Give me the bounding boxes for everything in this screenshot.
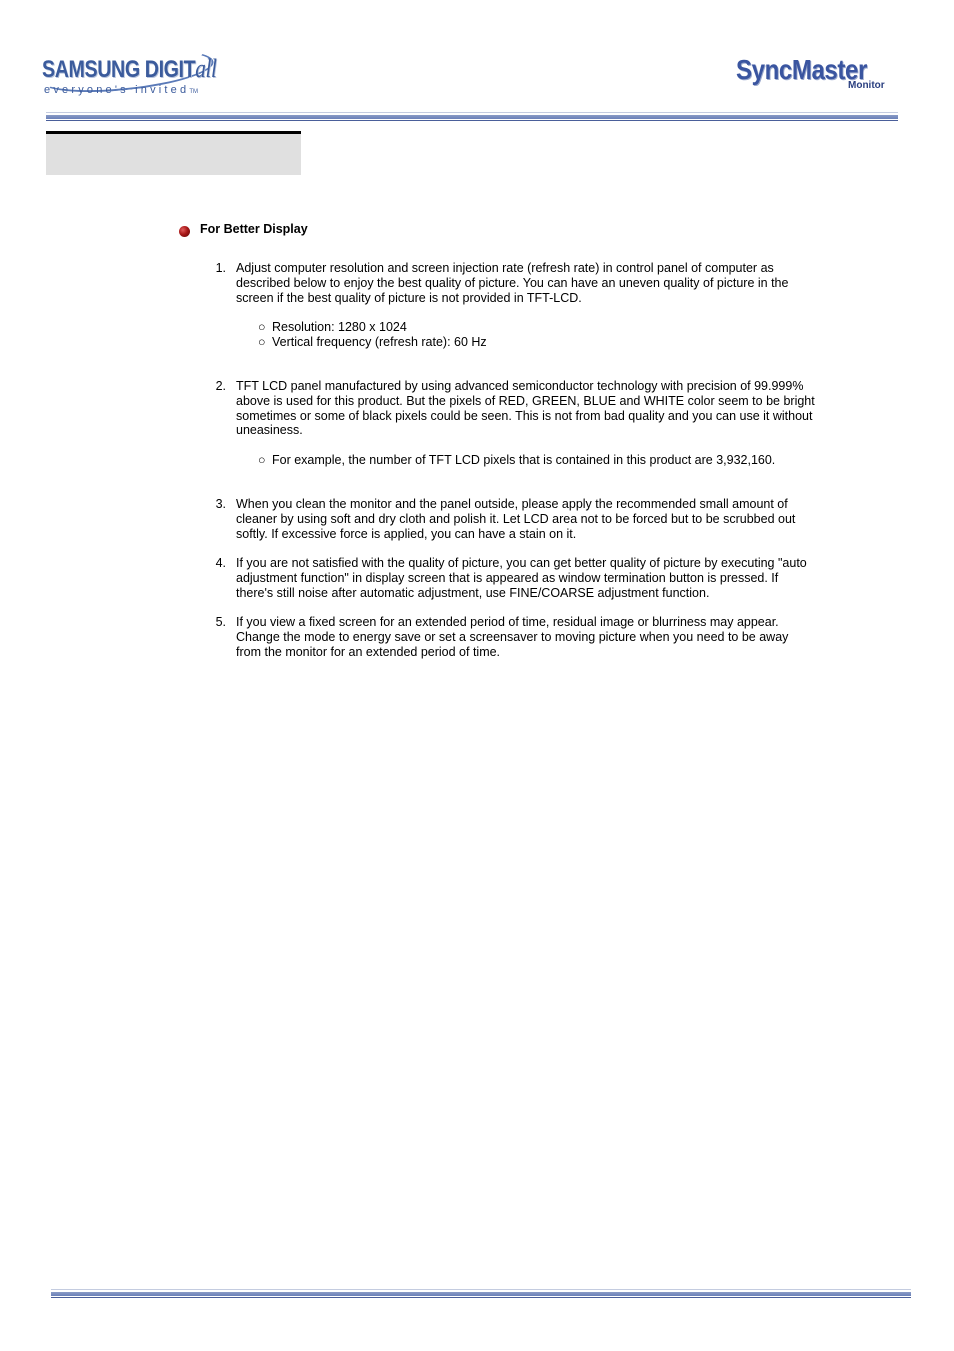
samsung-digitall-logo [42, 50, 222, 100]
list-item-number: 1. [215, 261, 226, 275]
list-item-text: If you are not satisfied with the quality of picture, you can get better quality of picture by executing "auto adjustment function" in display screen that is appeared as window termination button is pressed. If there's still noise after automatic adjustment, use FINE/COARSE adjustment function. [236, 556, 807, 600]
list-item-number: 4. [215, 556, 226, 570]
syncmaster-logo [736, 54, 896, 94]
sub-list-item [258, 453, 775, 468]
footer-divider [51, 1289, 911, 1299]
hollow-circle-bullet-icon: ○ [258, 335, 266, 349]
list-item-text: When you clean the monitor and the panel outside, please apply the recommended small amount of cleaner by using soft and dry cloth and polish it. Let LCD area not to be forced but to be scrubbed out softly. If excessive force is applied, you can have a stain on it. [236, 497, 796, 541]
sub-list-item [258, 320, 407, 335]
header-divider [46, 112, 898, 122]
sub-list-item-text: Vertical frequency (refresh rate): 60 Hz [272, 335, 487, 349]
sub-list-item [258, 335, 487, 350]
list-item-number: 5. [215, 615, 226, 629]
list-item-number: 3. [215, 497, 226, 511]
syncmaster-monitor-label: Monitor [848, 80, 885, 91]
hollow-circle-bullet-icon: ○ [258, 453, 266, 467]
red-ball-bullet-icon [179, 226, 190, 237]
syncmaster-wordmark: SyncMaster [736, 54, 867, 85]
section-heading: For Better Display [200, 222, 308, 236]
sub-list-item-text: For example, the number of TFT LCD pixels that is contained in this product are 3,932,160. [272, 453, 776, 467]
list-item-number: 2. [215, 379, 226, 393]
samsung-logo-wordmark: SAMSUNG DIGITall [42, 54, 217, 83]
sub-list-item-text: Resolution: 1280 x 1024 [272, 320, 407, 334]
list-item-text: TFT LCD panel manufactured by using advanced semiconductor technology with precision of 99.999% above is used for this product. But the pixels of RED, GREEN, BLUE and WHITE color seem to be bright sometimes or some of black pixels could be seen. This is not from bad quality and you can use it without uneasiness. [236, 379, 815, 438]
samsung-tagline: everyone's invitedTM [44, 84, 198, 96]
page-title-box [46, 131, 301, 175]
hollow-circle-bullet-icon: ○ [258, 320, 266, 334]
list-item-text: Adjust computer resolution and screen injection rate (refresh rate) in control panel of computer as described below to enjoy the best quality of picture. You can have an uneven quality of picture in the screen if the best quality of picture is not provided in TFT-LCD. [236, 261, 789, 305]
list-item-text: If you view a fixed screen for an extended period of time, residual image or blurriness may appear. Change the mode to energy save or set a screensaver to moving picture when you need to be away from the monitor for an extended period of time. [236, 615, 789, 659]
